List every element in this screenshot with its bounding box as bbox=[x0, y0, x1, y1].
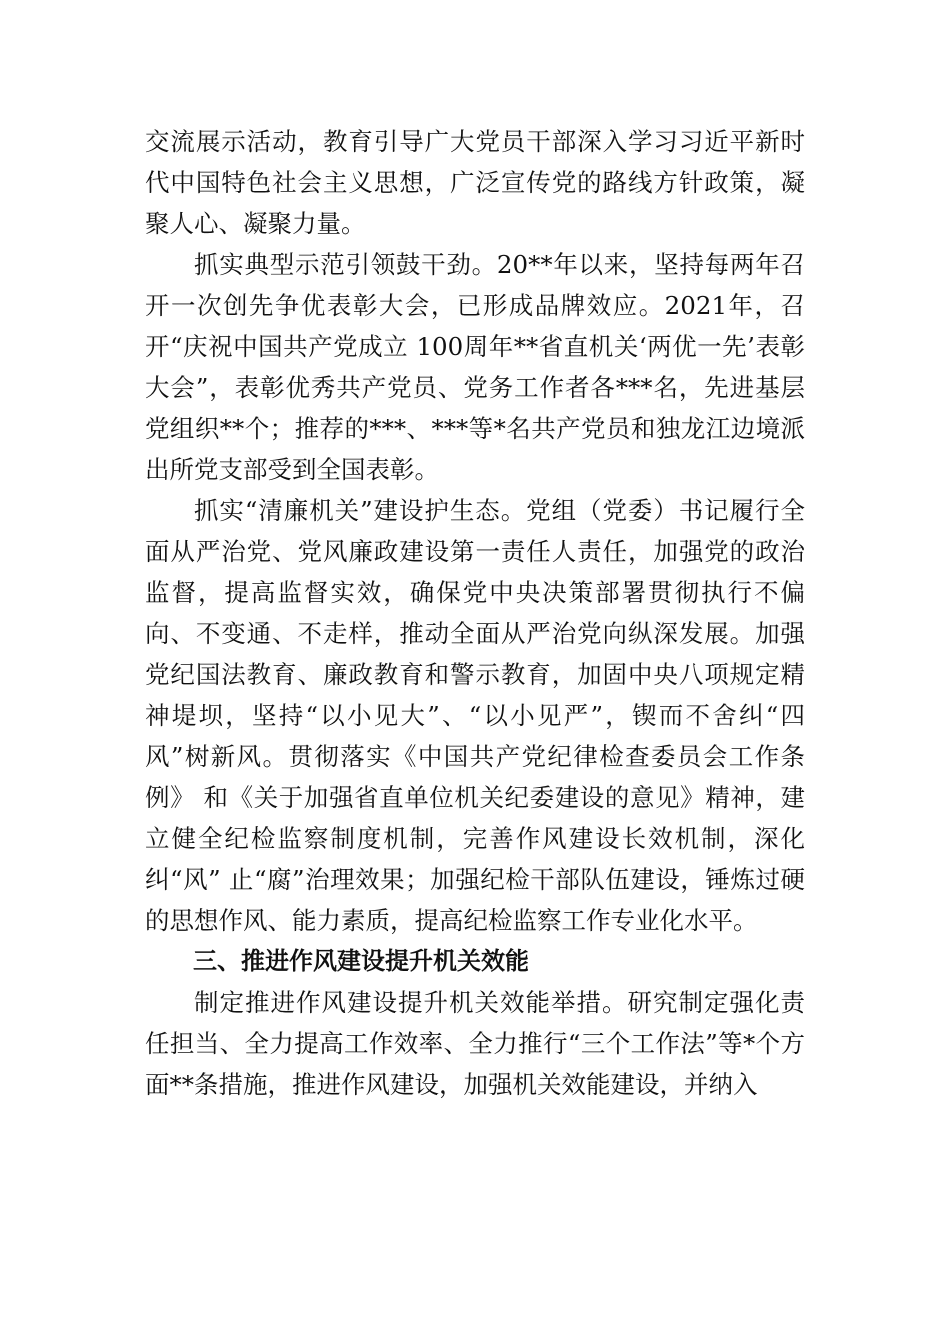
paragraph-clean-government: 抓实“清廉机关”建设护生态。党组（党委）书记履行全面从严治党、党风廉政建设第一责任人责任，加强党的政治监督，提高监督实效，确保党中央决策部署贯彻执行不偏向、不变通、不走样，推动全面从严治党向纵深发展。加强党纪国法教育、廉政教育和警示教育，加固中央八项规定精神堤坝，坚持“以小见大”、“以小见严”，锲而不舍纠“四风”树新风。贯彻落实《中国共产党纪律检查委员会工作条例》 和《关于加强省直单位机关纪委建设的意见》精神，建立健全纪检监察制度机制，完善作风建设长效机制，深化纠“风” 止“腐”治理效果；加强纪检干部队伍建设，锤炼过硬的思想作风、能力素质，提高纪检监察工作专业化水平。 bbox=[145, 496, 805, 935]
paragraph-work-style: 制定推进作风建设提升机关效能举措。研究制定强化责任担当、全力提高工作效率、全力推行“三个工作法”等*个方面**条措施，推进作风建设，加强机关效能建设，并纳入 bbox=[145, 988, 805, 1099]
document-body bbox=[145, 121, 805, 1105]
paragraph-model-demonstration: 抓实典型示范引领鼓干劲。20**年以来，坚持每两年召开一次创先争优表彰大会，已形成品牌效应。2021年，召开“庆祝中国共产党成立 100周年**省直机关‘两优一先’表彰大会”，表彰优秀共产党员、党务工作者各***名，先进基层党组织**个；推荐的***、***等*名共产党员和独龙江边境派出所党支部受到全国表彰。 bbox=[145, 250, 805, 484]
section-heading: 三、推进作风建设提升机关效能 bbox=[193, 947, 529, 975]
paragraph-continued: 交流展示活动，教育引导广大党员干部深入学习习近平新时代中国特色社会主义思想，广泛宣传党的路线方针政策，凝聚人心、凝聚力量。 bbox=[145, 127, 805, 238]
